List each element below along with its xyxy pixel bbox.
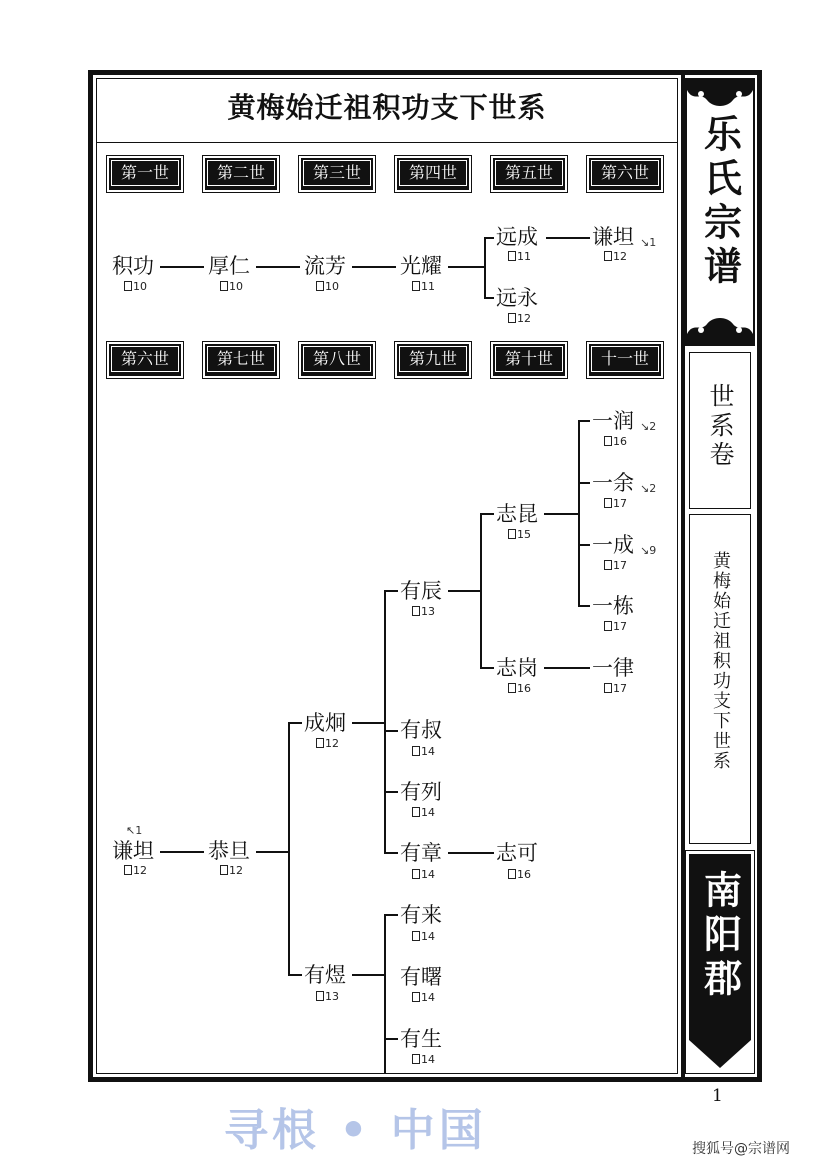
person-name: 远永: [496, 286, 538, 310]
doc-icon: [508, 869, 516, 879]
person-name: 谦坦: [592, 225, 634, 249]
doc-icon: [604, 621, 612, 631]
doc-icon: [412, 869, 420, 879]
doc-icon: [412, 931, 420, 941]
watermark: 寻根 • 中国: [224, 1105, 487, 1156]
person-name: 一成: [592, 533, 634, 557]
doc-icon: [412, 1054, 420, 1064]
volume-box: [689, 352, 751, 509]
doc-icon: [220, 865, 228, 875]
tree-line: [480, 513, 482, 668]
page-ref: 17: [604, 498, 627, 510]
book-title-box: [685, 78, 755, 346]
doc-icon: [412, 992, 420, 1002]
page-ref: 16: [508, 683, 531, 695]
gen-header-5: 第五世: [493, 158, 565, 190]
page-ref: 12: [124, 865, 147, 877]
tree-line: [352, 974, 384, 976]
tree-line: [544, 513, 578, 515]
tree-line: [484, 297, 494, 299]
tree-line: [578, 420, 590, 422]
page-ref: 15: [508, 529, 531, 541]
person-name: 有叔: [400, 718, 442, 742]
person-name: 一润: [592, 409, 634, 433]
person-name: 远成: [496, 225, 538, 249]
doc-icon: [412, 606, 420, 616]
page-ref: 16: [604, 436, 627, 448]
page-ref: 10: [124, 281, 147, 293]
person-name: 有列: [400, 780, 442, 804]
continuation-arrow: ↘2: [640, 420, 657, 433]
person-name: 有煜: [304, 963, 346, 987]
page-ref: 14: [412, 869, 435, 881]
tree-line: [384, 730, 398, 732]
section-box: [689, 514, 751, 844]
tree-line: [448, 266, 484, 268]
page-ref: 11: [508, 251, 531, 263]
person-name: 谦坦: [112, 839, 154, 863]
page-ref: 12: [508, 313, 531, 325]
tree-line: [484, 237, 494, 239]
gen-header-6: 第六世: [589, 158, 661, 190]
gen-header-3: 第三世: [301, 158, 373, 190]
cloud-ornament-bottom: [687, 314, 753, 344]
page-ref: 13: [316, 991, 339, 1003]
doc-icon: [508, 683, 516, 693]
person-name: 成炯: [304, 711, 346, 735]
genealogy-panel: [96, 78, 678, 1074]
tree-line: [384, 852, 398, 854]
tree-line: [384, 791, 398, 793]
tree-line: [578, 482, 590, 484]
doc-icon: [604, 498, 612, 508]
gen-header-7: 第七世: [205, 344, 277, 376]
doc-icon: [316, 281, 324, 291]
tree-line: [578, 420, 580, 606]
tree-line: [544, 667, 590, 669]
title-divider: [96, 142, 678, 143]
gen-header-9: 第九世: [397, 344, 469, 376]
page-title: 黄梅始迁祖积功支下世系: [227, 91, 547, 124]
page-ref: 11: [412, 281, 435, 293]
tree-line: [448, 852, 494, 854]
doc-icon: [412, 746, 420, 756]
page-number: 1: [712, 1086, 723, 1106]
doc-icon: [412, 281, 420, 291]
source-credit: 搜狐号@宗谱网: [692, 1141, 790, 1157]
continuation-arrow: ↘1: [640, 236, 657, 249]
person-name: 有章: [400, 841, 442, 865]
person-name: 有曙: [400, 965, 442, 989]
person-name: 厚仁: [208, 254, 250, 278]
doc-icon: [604, 251, 612, 261]
person-name: 一余: [592, 471, 634, 495]
cloud-ornament-top: [687, 80, 753, 110]
person-name: 志可: [496, 841, 538, 865]
page-ref: 17: [604, 560, 627, 572]
gen-header-8: 第八世: [301, 344, 373, 376]
tree-line: [384, 1038, 398, 1040]
tree-line: [256, 266, 300, 268]
tree-line: [384, 914, 398, 916]
person-name: 流芳: [304, 254, 346, 278]
doc-icon: [316, 738, 324, 748]
tree-line: [288, 722, 290, 975]
tree-line: [480, 513, 494, 515]
section-label: 黄梅始迁祖积功支下世系: [710, 551, 731, 771]
gen-header-6b: 第六世: [109, 344, 181, 376]
tree-line: [288, 974, 302, 976]
tree-line: [160, 266, 204, 268]
tree-line: [384, 590, 398, 592]
origin-box: [685, 850, 755, 1074]
doc-icon: [604, 560, 612, 570]
tree-line: [578, 605, 590, 607]
person-name: 志昆: [496, 502, 538, 526]
person-name: 一栋: [592, 594, 634, 618]
doc-icon: [316, 991, 324, 1001]
doc-icon: [508, 313, 516, 323]
page-ref: 14: [412, 807, 435, 819]
tree-line: [546, 237, 590, 239]
gen-header-11: 十一世: [589, 344, 661, 376]
page-ref: 10: [220, 281, 243, 293]
tree-line: [352, 722, 384, 724]
page-ref: 14: [412, 931, 435, 943]
gen-header-1: 第一世: [109, 158, 181, 190]
tree-line: [256, 851, 288, 853]
person-name: 志岗: [496, 656, 538, 680]
tree-line: [384, 914, 386, 1074]
person-name: 积功: [112, 254, 154, 278]
page-ref: 17: [604, 683, 627, 695]
person-name: 恭旦: [208, 839, 250, 863]
doc-icon: [124, 281, 132, 291]
doc-icon: [508, 529, 516, 539]
gen-header-10: 第十世: [493, 344, 565, 376]
person-name: 有辰: [400, 579, 442, 603]
tree-line: [288, 722, 302, 724]
doc-icon: [220, 281, 228, 291]
page-ref: 12: [316, 738, 339, 750]
person-name: 有生: [400, 1027, 442, 1051]
tree-line: [484, 237, 486, 298]
page-ref: 10: [316, 281, 339, 293]
tree-line: [352, 266, 396, 268]
volume-label: 世系卷: [706, 383, 735, 470]
page-ref: 16: [508, 869, 531, 881]
book-title: 乐氏宗谱: [697, 114, 743, 290]
page-ref: 14: [412, 992, 435, 1004]
continuation-arrow: ↘2: [640, 482, 657, 495]
origin-label: 南阳郡: [697, 870, 743, 1002]
tree-line: [448, 590, 480, 592]
page-ref: 14: [412, 746, 435, 758]
continuation-arrow: ↘9: [640, 544, 657, 557]
doc-icon: [412, 807, 420, 817]
doc-icon: [124, 865, 132, 875]
sidebar: [685, 78, 755, 1074]
gen-header-4: 第四世: [397, 158, 469, 190]
doc-icon: [604, 436, 612, 446]
continuation-arrow: ↖1: [126, 824, 143, 837]
doc-icon: [508, 251, 516, 261]
tree-line: [384, 590, 386, 853]
doc-icon: [604, 683, 612, 693]
page-ref: 12: [604, 251, 627, 263]
page-ref: 14: [412, 1054, 435, 1066]
person-name: 有来: [400, 903, 442, 927]
page-ref: 12: [220, 865, 243, 877]
tree-line: [578, 544, 590, 546]
tree-line: [160, 851, 204, 853]
page-ref: 13: [412, 606, 435, 618]
page-ref: 17: [604, 621, 627, 633]
tree-line: [480, 667, 494, 669]
person-name: 光耀: [400, 254, 442, 278]
gen-header-2: 第二世: [205, 158, 277, 190]
person-name: 一律: [592, 656, 634, 680]
